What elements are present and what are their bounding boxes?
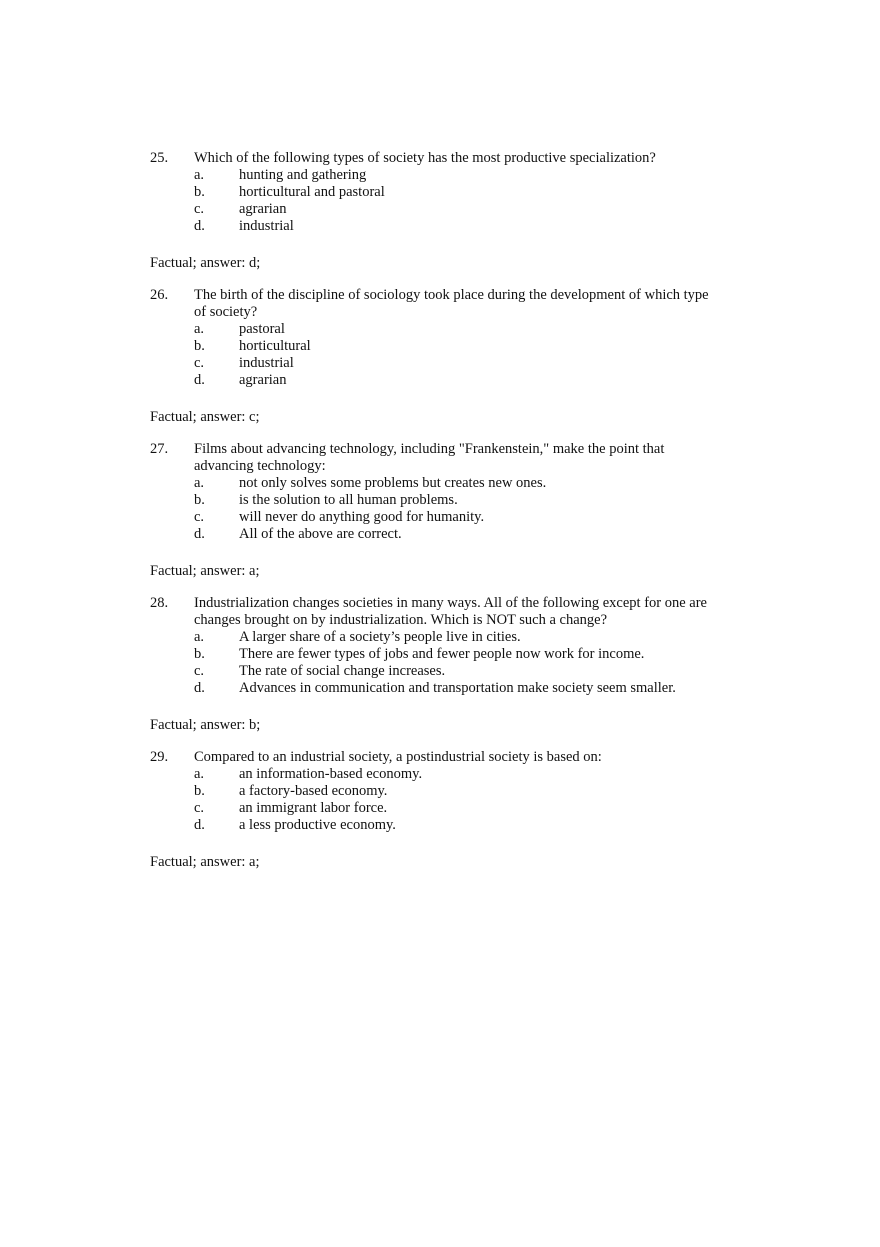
question-text: changes brought on by industrialization. Which is NOT such a change? (194, 612, 608, 628)
question-text: Industrialization changes societies in many ways. All of the following except for one are (194, 595, 707, 611)
answer-option (150, 201, 750, 218)
answer-key: Factual; answer: c; (150, 409, 260, 425)
question-block (150, 150, 750, 272)
option-text: a less productive economy. (239, 817, 396, 833)
option-letter: a. (194, 475, 205, 491)
answer-option (150, 680, 750, 697)
option-letter: d. (194, 526, 205, 542)
question-block (150, 595, 750, 734)
question-line (150, 287, 750, 304)
option-letter: a. (194, 321, 205, 337)
answer-key: Factual; answer: a; (150, 854, 260, 870)
option-text: There are fewer types of jobs and fewer people now work for income. (239, 646, 645, 662)
question-line (150, 441, 750, 458)
question-line (150, 150, 750, 167)
option-letter: c. (194, 355, 205, 371)
option-text: a factory-based economy. (239, 783, 388, 799)
option-letter: b. (194, 184, 205, 200)
option-text: an immigrant labor force. (239, 800, 388, 816)
option-letter: a. (194, 167, 205, 183)
option-text: A larger share of a society’s people live in cities. (239, 629, 521, 645)
option-letter: d. (194, 680, 205, 696)
question-text: Which of the following types of society has the most productive specialization? (194, 150, 656, 166)
option-letter: c. (194, 201, 205, 217)
question-text: Compared to an industrial society, a postindustrial society is based on: (194, 749, 602, 765)
answer-option (150, 646, 750, 663)
option-text: agrarian (239, 372, 287, 388)
option-letter: c. (194, 800, 205, 816)
answer-option (150, 509, 750, 526)
question-number: 28. (150, 595, 169, 611)
question-text: Films about advancing technology, including "Frankenstein," make the point that (194, 441, 665, 457)
option-text: industrial (239, 355, 294, 371)
question-line (150, 304, 750, 321)
option-text: agrarian (239, 201, 287, 217)
option-letter: a. (194, 766, 205, 782)
answer-option (150, 492, 750, 509)
option-text: Advances in communication and transportation make society seem smaller. (239, 680, 676, 696)
question-text: The birth of the discipline of sociology took place during the development of which type (194, 287, 709, 303)
question-number: 29. (150, 749, 169, 765)
option-text: The rate of social change increases. (239, 663, 446, 679)
option-letter: c. (194, 663, 205, 679)
answer-option (150, 526, 750, 543)
option-text: an information-based economy. (239, 766, 423, 782)
question-block (150, 287, 750, 426)
answer-option (150, 355, 750, 372)
answer-key: Factual; answer: d; (150, 255, 261, 271)
question-block (150, 749, 750, 871)
option-text: All of the above are correct. (239, 526, 402, 542)
option-text: hunting and gathering (239, 167, 367, 183)
option-text: pastoral (239, 321, 285, 337)
answer-key: Factual; answer: a; (150, 563, 260, 579)
answer-option (150, 475, 750, 492)
question-number: 27. (150, 441, 169, 457)
question-text: of society? (194, 304, 258, 320)
option-letter: d. (194, 372, 205, 388)
answer-option (150, 167, 750, 184)
option-letter: d. (194, 817, 205, 833)
answer-option (150, 783, 750, 800)
answer-option (150, 218, 750, 235)
question-text: advancing technology: (194, 458, 326, 474)
option-letter: d. (194, 218, 205, 234)
question-line (150, 458, 750, 475)
question-line (150, 612, 750, 629)
answer-option (150, 338, 750, 355)
answer-option (150, 817, 750, 834)
question-number: 26. (150, 287, 169, 303)
option-letter: b. (194, 783, 205, 799)
option-letter: b. (194, 338, 205, 354)
answer-option (150, 663, 750, 680)
question-line (150, 749, 750, 766)
option-text: is the solution to all human problems. (239, 492, 458, 508)
answer-option (150, 629, 750, 646)
option-letter: b. (194, 646, 205, 662)
option-text: horticultural and pastoral (239, 184, 385, 200)
answer-option (150, 372, 750, 389)
answer-key: Factual; answer: b; (150, 717, 261, 733)
answer-option (150, 184, 750, 201)
question-list (150, 150, 750, 871)
question-line (150, 595, 750, 612)
question-block (150, 441, 750, 580)
answer-option (150, 321, 750, 338)
option-letter: b. (194, 492, 205, 508)
answer-option (150, 766, 750, 783)
question-number: 25. (150, 150, 169, 166)
option-text: horticultural (239, 338, 311, 354)
option-letter: a. (194, 629, 205, 645)
option-letter: c. (194, 509, 205, 525)
option-text: not only solves some problems but creates new ones. (239, 475, 547, 491)
option-text: will never do anything good for humanity. (239, 509, 485, 525)
option-text: industrial (239, 218, 294, 234)
answer-option (150, 800, 750, 817)
